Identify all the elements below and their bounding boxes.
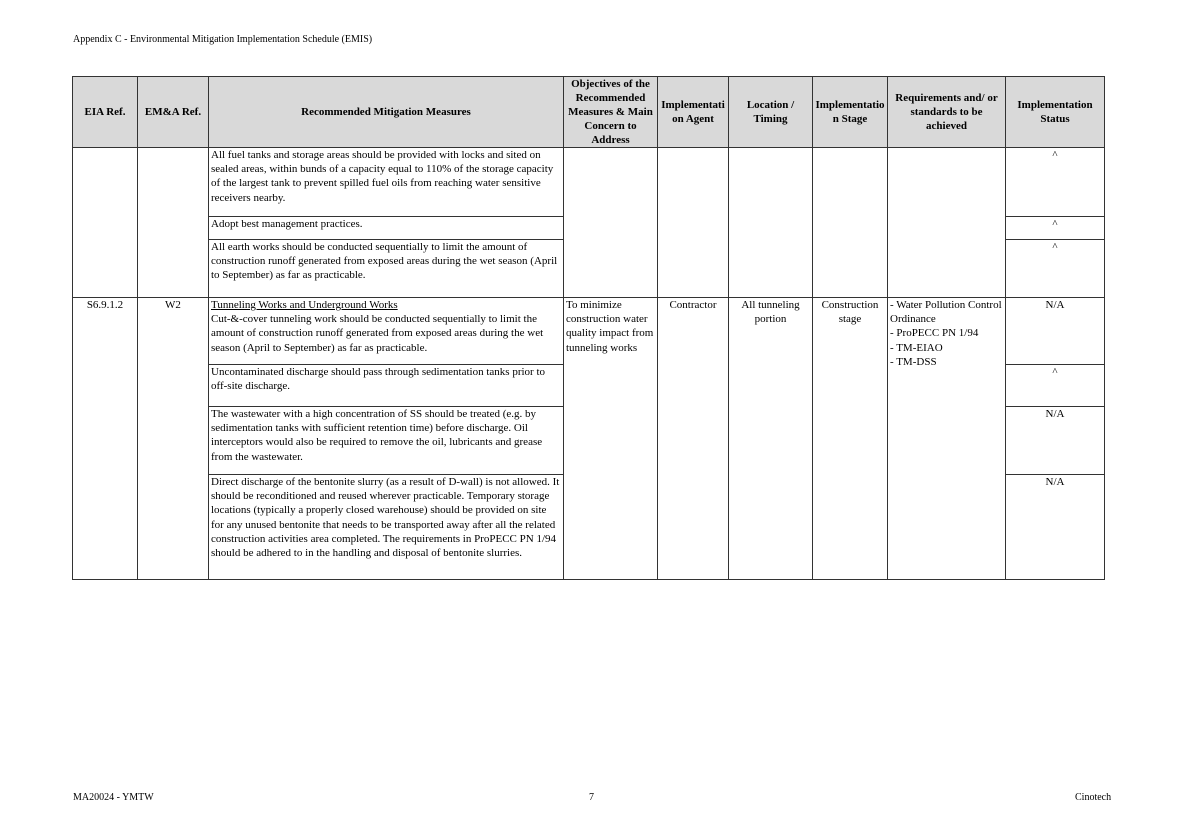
measure-cell: Adopt best management practices. [209,217,564,240]
status-cell: N/A [1006,475,1105,580]
table-row [73,298,1105,365]
measure-text: Cut-&-cover tunneling work should be conducted sequentially to limit the amount of construction runoff generated from exposed areas during the wet season (April to September) as far as practicable. [211,313,544,354]
agent-cell: Contractor [658,298,729,580]
footer-company: Cinotech [1075,792,1112,803]
col-eia-ref: EIA Ref. [73,77,138,148]
requirement-item: - TM-EIAO [890,341,943,354]
measure-cell: All earth works should be conducted sequentially to limit the amount of construction runoff generated from exposed areas during the wet season (April to September) as far as practicable. [209,240,564,298]
col-stage: Implementatio n Stage [813,77,888,148]
table-row [73,148,1105,217]
measure-cell: The wastewater with a high concentration of SS should be treated (e.g. by sedimentation tanks with sufficient retention time) before discharge. Oil interceptors would also be required to remove the oil, lubricants and grease from the wastewater. [209,407,564,475]
stage-cell: Construction stage [813,298,888,580]
header-row [73,77,1105,148]
requirements-cell [888,298,1006,580]
requirement-item: - TM-DSS [890,355,937,368]
status-cell: N/A [1006,298,1105,365]
status-cell: ^ [1006,217,1105,240]
page-header: Appendix C - Environmental Mitigation Implementation Schedule (EMIS) [73,34,373,45]
col-status: Implementation Status [1006,77,1105,148]
status-cell: ^ [1006,148,1105,217]
objective-cell: To minimize construction water quality impact from tunneling works [564,298,658,580]
status-cell: ^ [1006,240,1105,298]
col-ema-ref: EM&A Ref. [138,77,209,148]
stage-cell [813,148,888,298]
measure-cell: All fuel tanks and storage areas should be provided with locks and sited on sealed areas, within bunds of a capacity equal to 110% of the storage capacity of the largest tank to prevent spilled fuel oils from reaching water sensitive receivers nearby. [209,148,564,217]
requirement-item: - Water Pollution Control Ordinance [890,299,1002,326]
location-cell [729,148,813,298]
requirements-cell [888,148,1006,298]
eia-ref-cell: S6.9.1.2 [73,298,138,580]
ema-ref-cell: W2 [138,298,209,580]
measure-heading: Tunneling Works and Underground Works [211,299,398,311]
location-cell: All tunneling portion [729,298,813,580]
col-agent: Implementati on Agent [658,77,729,148]
status-cell: N/A [1006,407,1105,475]
footer-doc-ref: MA20024 - YMTW [73,792,154,803]
measure-cell: Uncontaminated discharge should pass through sedimentation tanks prior to off-site discharge. [209,365,564,407]
requirement-item: - ProPECC PN 1/94 [890,327,979,340]
objective-cell [564,148,658,298]
eia-ref-cell [73,148,138,298]
col-measures: Recommended Mitigation Measures [209,77,564,148]
col-location: Location / Timing [729,77,813,148]
emis-table [72,76,1105,580]
ema-ref-cell [138,148,209,298]
agent-cell [658,148,729,298]
col-objectives: Objectives of the Recommended Measures & Main Concern to Address [564,77,658,148]
status-cell: ^ [1006,365,1105,407]
footer-page-number: 7 [589,792,594,803]
measure-cell [209,298,564,365]
measure-cell: Direct discharge of the bentonite slurry (as a result of D-wall) is not allowed. It should be reconditioned and reused wherever practicable. Temporary storage locations (typically a properly closed warehouse) should be provided on site for any unused bentonite that needs to be transported away after all the related construction activities area completed. The requirements in ProPECC PN 1/94 should be adhered to in the handling and disposal of bentonite slurries. [209,475,564,580]
col-requirements: Requirements and/ or standards to be achieved [888,77,1006,148]
